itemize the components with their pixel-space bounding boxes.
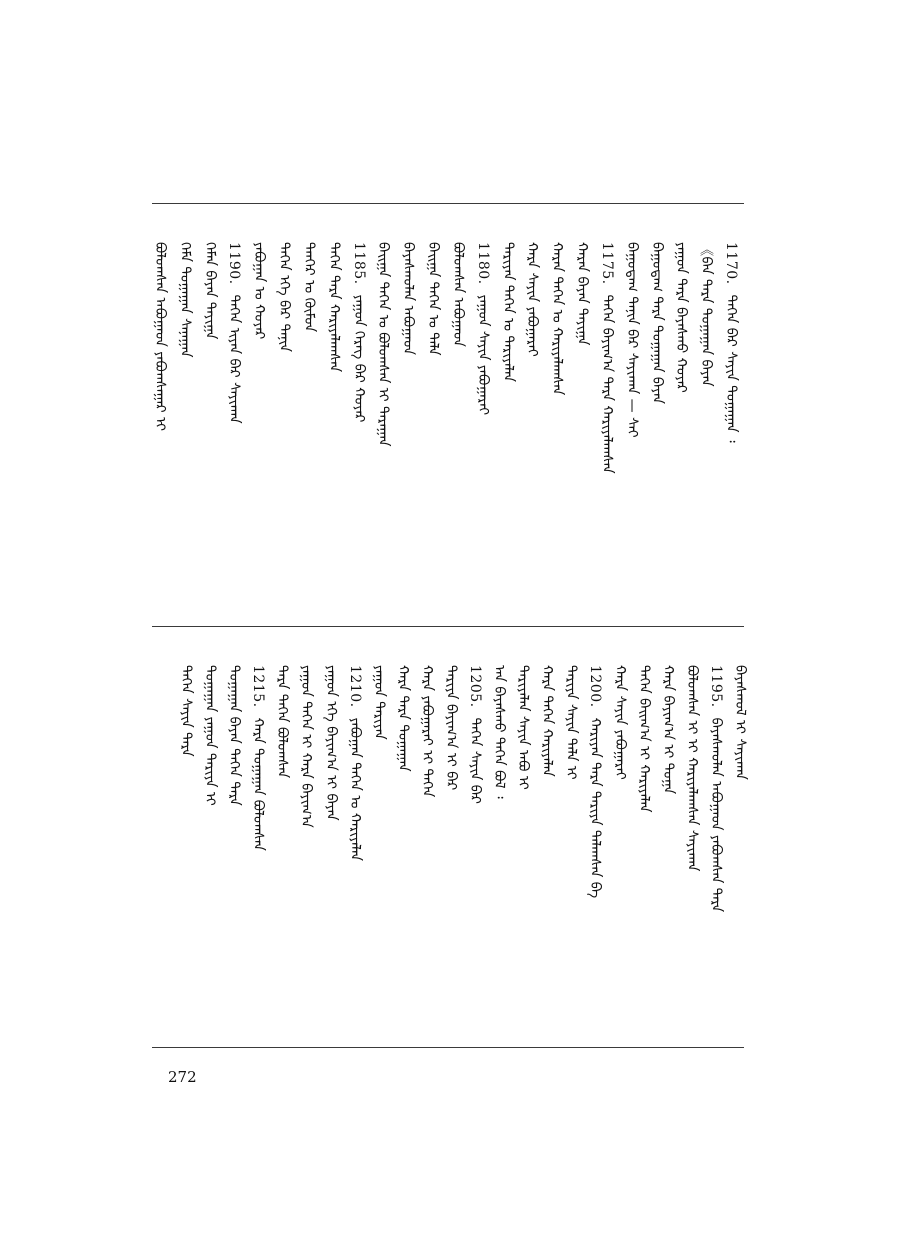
text-column <box>152 242 168 431</box>
line-number: 1200. <box>587 665 603 708</box>
text-column <box>178 665 194 757</box>
verse-line: ᠲᠠᠷᠢᠶᠠ ᠰᠠᠶᠢᠨ ᠲᠠᠯᠠ ᠢ <box>563 665 579 780</box>
verse-line: ᠬᠡᠮᠡ ᠲᠣᠭᠠᠭᠠᠨ ᠰᠠᠨᠠᠭᠠᠨ <box>177 242 193 358</box>
verse-line: ᠶᠠᠭᠤᠨ ᠡᠭᠡ ᠪᠠᠶᠢᠭ᠎ᠠ ᠢ ᠪᠠᠶᠠᠨ <box>323 665 339 821</box>
verse-line: ᠲᠣᠭᠠᠭᠠᠨ ᠪᠠᠶᠠᠨ ᠲᠡᠭᠡᠨ ᠲᠡᠷᠡ <box>226 665 242 806</box>
verse-line: ᠬᠠᠷᠠᠨ ᠲᠡᠭᠡᠨ ᠤ ᠬᠠᠷᠢᠶᠠᠯᠠᠭᠰᠠᠨ <box>549 242 565 396</box>
text-column <box>400 242 416 355</box>
verse-line: ᠲᠡᠭᠡᠨ ᠲᠡᠷᠡ ᠬᠠᠷᠢᠶᠠᠯᠠᠭᠰᠠᠨ <box>326 242 342 373</box>
text-column <box>515 665 531 790</box>
text-column <box>251 242 267 339</box>
bottom-rule <box>152 1047 744 1048</box>
text-column <box>202 242 218 339</box>
text-column <box>226 242 242 424</box>
text-column <box>326 242 342 372</box>
verse-line: ᠲᠡᠭᠡᠨ ᠪᠠᠶᠢᠭ᠎ᠠ ᠲᠡᠷᠡ ᠬᠠᠷᠢᠶᠠᠯᠠᠭᠰᠠᠨ <box>599 294 615 474</box>
text-column <box>395 665 411 772</box>
verse-line: ᠬᠠᠷᠠ ᠰᠠᠶᠢᠨ ᠶᠠᠪᠤᠭᠠᠷᠠᠢ <box>524 242 540 357</box>
verse-line: ᠪᠠᠢᠭᠠ ᠲᠡᠭᠡᠨ ᠤ ᠪᠣᠯᠣᠭᠰᠠᠨ ᠢ ᠲᠠᠷᠠᠭᠠᠨ <box>375 242 391 447</box>
line-number: 1210. <box>347 665 363 708</box>
text-column <box>723 242 739 443</box>
text-column <box>371 665 387 740</box>
text-column <box>698 242 714 387</box>
verse-line: ᠲᠡᠷᠡ ᠲᠡᠭᠡᠨ ᠪᠣᠯᠣᠭᠰᠠᠨ <box>274 665 290 779</box>
text-column <box>649 242 665 404</box>
verse-line: ᠪᠣᠯᠤᠭᠰᠠᠨ ᠠᠪᠤᠭᠠᠳ ᠶᠠᠪᠤᠭᠰᠠᠭᠠᠷ ᠢ <box>152 242 168 431</box>
text-column <box>500 242 516 382</box>
text-column <box>274 665 290 778</box>
verse-line: ᠲᠡᠭᠡᠨ ᠰᠠᠶᠢᠨ ᠪᠡᠷ <box>467 717 483 804</box>
text-column <box>467 665 483 804</box>
text-column <box>419 665 435 797</box>
text-column <box>298 665 314 828</box>
text-column <box>612 665 628 780</box>
verse-line: ᠠᠨ ᠪᠠᠶᠠᠰᠬᠤ ᠲᠡᠭᠡᠨ ᠪᠣᠯ ᠄ <box>491 665 507 799</box>
text-column <box>673 242 689 393</box>
line-number: 1170. <box>723 242 739 285</box>
text-column <box>323 665 339 821</box>
text-column <box>177 242 193 357</box>
verse-line: ᠬᠠᠷᠠᠨ ᠪᠠᠶᠠᠨ ᠲᠠᠶᠢᠭᠠ <box>574 242 590 346</box>
verse-line: ᠲᠡᠭᠡᠨ ᠪᠠᠢᠭ᠎ᠠ ᠢ ᠬᠠᠷᠢᠶᠠᠯᠠᠨ <box>636 665 652 813</box>
verse-line: ᠲᠠᠷᠢᠶᠠᠯᠠᠨ ᠰᠠᠶᠢᠨ ᠠᠪᠤ ᠢ <box>515 665 531 790</box>
text-column <box>347 665 363 861</box>
line-number: 1175. <box>599 242 615 285</box>
text-column <box>250 665 266 851</box>
verse-line: ᠲᠡᠭᠡᠨ ᠰᠠᠶᠢᠨ ᠲᠡᠷᠡ <box>178 665 194 757</box>
verse-line: ᠶᠠᠭᠤᠨ ᠰᠠᠶᠢᠨ ᠶᠠᠪᠤᠭᠠᠷᠠᠢ <box>475 294 491 416</box>
line-number: 1180. <box>475 242 491 285</box>
text-column <box>563 665 579 780</box>
line-number: 1185. <box>351 242 367 285</box>
verse-line: ᠶᠠᠭᠤᠨ ᠬᠡᠷᠡᠭ ᠪᠡᠷ ᠬᠣᠶᠠᠷ <box>351 294 367 423</box>
verse-line: 《ᠪᠠᠨ ᠲᠡᠷᠡ ᠲᠣᠭᠠᠭᠠᠨ ᠪᠠᠶᠠᠨ <box>698 242 714 387</box>
line-number: 1205. <box>467 665 483 708</box>
text-column <box>624 242 640 438</box>
verse-line: ᠲᠠᠷᠢᠶᠠ ᠪᠠᠶᠢᠭ᠎ᠠ ᠢ ᠪᠡᠷ <box>443 665 459 791</box>
verse-line: ᠬᠠᠷᠠ ᠪᠠᠶᠢᠭ᠎ᠠ ᠢ ᠲᠣᠭᠠ <box>660 665 676 795</box>
text-column <box>276 242 292 352</box>
verse-line: ᠪᠠᠶᠠᠰᠬᠤᠯᠠᠨ ᠠᠪᠤᠭᠠᠳ <box>400 242 416 355</box>
text-column <box>732 665 748 780</box>
verse-line: ᠲᠡᠨᠭᠡᠷ ᠤ ᠬᠥᠮᠦᠨ <box>301 242 317 333</box>
text-column <box>425 242 441 356</box>
verse-line: ᠲᠡᠭᠡᠨ ᠢᠶᠡᠨ ᠪᠡᠷ ᠰᠠᠶᠢᠬᠠᠨ <box>226 294 242 424</box>
verse-line: ᠪᠣᠯᠤᠭᠰᠠᠨ ᠠᠪᠤᠭᠠᠳ <box>450 242 466 347</box>
text-column <box>351 242 367 422</box>
text-column <box>375 242 391 446</box>
text-column <box>443 665 459 790</box>
verse-line: ᠲᠣᠭᠠᠭᠠᠨ ᠶᠠᠭᠤᠨ ᠲᠠᠷᠢᠶᠠ ᠢ <box>202 665 218 806</box>
verse-line: ᠲᠡᠭᠡᠨ ᠡᠬᠡ ᠪᠡᠷ ᠲᠠᠨᠢᠨ <box>276 242 292 352</box>
text-column <box>708 665 724 912</box>
top-rule <box>152 203 744 204</box>
verse-line: ᠶᠠᠭᠤᠨ ᠲᠡᠭᠡᠨ ᠢ ᠬᠠᠷᠠ ᠪᠠᠶᠢᠭ᠎ᠠ <box>298 665 314 828</box>
text-column <box>475 242 491 415</box>
verse-line: ᠪᠠᠭᠤᠳᠠᠭ ᠲᠡᠷᠡ ᠲᠣᠭᠠᠭᠠᠨ ᠪᠠᠶᠠᠨ <box>649 242 665 404</box>
verse-line: ᠲᠡᠭᠡᠨ ᠪᠡᠷ ᠰᠠᠶᠢᠨ ᠲᠣᠭᠠᠭᠠᠨ ᠄ <box>723 294 739 443</box>
text-column <box>539 665 555 777</box>
text-column <box>301 242 317 332</box>
verse-line: ᠬᠠᠷᠠ ᠶᠠᠪᠤᠭᠠᠷᠠᠢ ᠢ ᠲᠡᠭᠡᠨ <box>419 665 435 798</box>
verse-line: ᠪᠣᠯᠣᠭᠰᠠᠨ ᠢ ᠢ ᠬᠠᠷᠢᠶᠠᠯᠠᠭᠰᠠᠨ ᠰᠠᠶᠢᠬᠠᠨ <box>684 665 700 872</box>
verse-line: ᠲᠠᠷᠢᠶᠠᠨ ᠲᠡᠭᠡᠨ ᠤ ᠲᠠᠷᠢᠶᠠᠯᠠᠨ <box>500 242 516 382</box>
line-number: 1190. <box>226 242 242 285</box>
text-column <box>226 665 242 806</box>
verse-line: ᠬᠠᠷᠠ ᠰᠠᠶᠢᠨ ᠶᠠᠪᠤᠭᠠᠷᠠᠢ <box>612 665 628 780</box>
text-column <box>450 242 466 347</box>
verse-line: ᠪᠠᠶᠠᠰᠬᠤᠯ ᠢ ᠰᠠᠶᠢᠬᠠᠨ <box>732 665 748 780</box>
verse-line: ᠬᠠᠷᠠ ᠲᠣᠭᠠᠭᠠᠨ ᠪᠣᠯᠣᠭᠰᠠᠨ <box>250 717 266 851</box>
verse-line: ᠬᠠᠷᠠ ᠲᠡᠷᠡ ᠲᠣᠭᠠᠭᠠᠨ <box>395 665 411 772</box>
verse-line: ᠬᠠᠷᠢᠶᠠᠨ ᠲᠡᠷᠡ ᠲᠠᠷᠢᠶᠠ ᠲᠠᠯᠠᠭᠰᠠᠨ ᠪᠡ <box>587 717 603 899</box>
line-number: 1195. <box>708 665 724 708</box>
verse-line: ᠪᠠᠢᠭᠠ ᠲᠡᠭᠡᠨ ᠤ ᠲᠠᠯᠠ <box>425 242 441 356</box>
text-column <box>574 242 590 345</box>
verse-line: ᠬᠠᠷᠠ ᠲᠡᠭᠡᠨ ᠬᠠᠷᠢᠶᠠᠯᠠᠨ <box>539 665 555 777</box>
text-column <box>491 665 507 799</box>
verse-line: ᠬᠡᠮᠡᠨ ᠪᠠᠶᠠᠨ ᠲᠠᠶᠢᠭᠠ <box>202 242 218 340</box>
line-number: 1215. <box>250 665 266 708</box>
text-column <box>549 242 565 395</box>
verse-line: ᠪᠠᠭᠤᠳᠠᠭ ᠲᠠᠨᠢᠨ ᠪᠡᠷ ᠰᠠᠶᠢᠬᠠᠨ — ᠰᠡᠶ <box>624 242 640 438</box>
text-column <box>587 665 603 898</box>
text-column <box>524 242 540 357</box>
middle-rule <box>152 626 744 627</box>
verse-line: ᠶᠠᠭᠤᠨ ᠲᠡᠷᠡ ᠪᠠᠶᠠᠰᠬᠤ ᠬᠣᠶᠠᠷ <box>673 242 689 393</box>
verse-line: ᠶᠠᠭᠤᠨ ᠲᠠᠷᠢᠶᠠᠨ <box>371 665 387 740</box>
text-column <box>202 665 218 806</box>
verse-line: ᠪᠠᠶᠠᠰᠬᠤᠯᠠᠨ ᠠᠪᠤᠭᠠᠳ ᠶᠠᠪᠤᠭᠰᠠᠨ ᠲᠡᠷᠡ <box>708 717 724 913</box>
text-column <box>636 665 652 813</box>
text-column <box>684 665 700 871</box>
text-column <box>599 242 615 474</box>
page-number: 272 <box>168 1068 197 1086</box>
verse-line: ᠶᠠᠪᠤᠭᠠᠨ ᠤ ᠬᠣᠶᠠᠷ <box>251 242 267 340</box>
text-column <box>660 665 676 794</box>
verse-line: ᠶᠠᠪᠤᠭᠠᠨ ᠲᠡᠭᠡᠨ ᠤ ᠬᠠᠷᠢᠶᠠᠯᠠᠨ <box>347 717 363 861</box>
